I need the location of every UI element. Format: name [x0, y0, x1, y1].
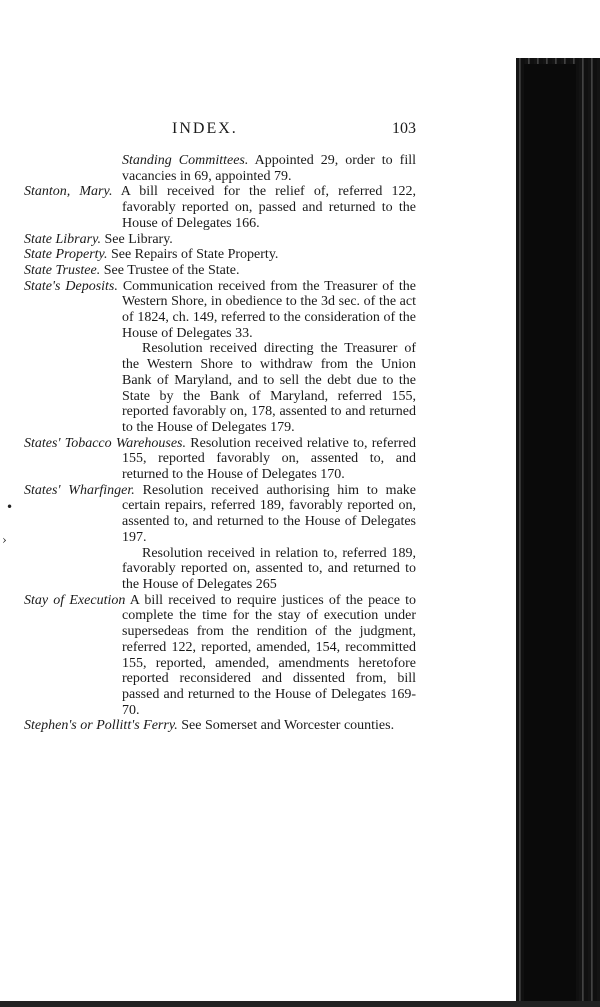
entry-text: Communication received from the Treasurer of the Western Shore, in obedience to the 3d sec. of the act of 1824, ch. 149, referred to the consideration of the House of Delegates 33.	[122, 278, 417, 341]
entry-term: Stanton, Mary.	[24, 184, 113, 200]
entry-text: Resolution received authorising him to make certain repairs, referred 189, favorably reported on, assented to, and returned to the House of Delegates 197.	[122, 482, 416, 545]
entry-subparagraph: Resolution received directing the Treasurer of the Western Shore to withdraw from the Union Bank of Maryland, and to sell the debt due to the State by the Bank of Maryland, referred 155, reported favorably on, 178, assented to and returned to the House of Delegates 179.	[122, 341, 416, 435]
entry-term: State Library.	[24, 231, 102, 247]
index-entry	[24, 247, 416, 263]
index-entry	[24, 483, 416, 593]
entry-text: Appointed 29, order to fill vacancies in 69, appointed 79.	[122, 153, 416, 184]
entry-term: Standing Committees.	[122, 153, 249, 168]
index-entry	[24, 153, 416, 184]
index-entry	[24, 263, 416, 279]
index-entries	[24, 153, 416, 734]
entry-text: A bill received for the relief of, referred 122, favorably reported on, passed and returned to the House of Delegates 166.	[120, 184, 416, 231]
margin-mark-icon: ›	[2, 533, 7, 547]
entry-term: State's Deposits.	[24, 278, 118, 294]
entry-term: Stephen's or Pollitt's Ferry.	[24, 718, 178, 734]
entry-term: State Trustee.	[24, 262, 101, 278]
index-entry	[24, 184, 416, 231]
book-binding-shadow	[524, 64, 576, 1007]
index-entry	[24, 279, 416, 436]
page-bottom-edge	[0, 1001, 600, 1007]
index-entry	[24, 232, 416, 248]
index-entry	[24, 593, 416, 719]
entry-term: Stay of Execution	[24, 592, 126, 608]
margin-mark-icon: •	[6, 500, 14, 514]
entry-subparagraph: Resolution received in relation to, referred 189, favorably reported on, assented to, and returned to the House of Delegates 265	[122, 545, 416, 592]
entry-text: See Library.	[104, 231, 173, 247]
entry-term: States' Tobacco Warehouses.	[24, 435, 186, 451]
index-title: INDEX.	[172, 120, 238, 137]
index-entry	[24, 436, 416, 483]
entry-term: State Property.	[24, 247, 108, 263]
page-number: 103	[392, 120, 416, 137]
entry-text: See Somerset and Worcester counties.	[181, 718, 395, 734]
index-entry	[24, 718, 416, 734]
entry-text: A bill received to require justices of the peace to complete the time for the stay of execution under supersedeas from the rendition of the judgment, referred 122, reported, amended, 154, recommitted 155, reported, amended, amendments heretofore reported reconsidered and dissented from, bill passed and returned to the House of Delegates 169-70.	[122, 592, 417, 718]
entry-term: States' Wharfinger.	[24, 482, 135, 498]
entry-text: See Trustee of the State.	[103, 262, 240, 278]
entry-text: Resolution received relative to, referred 155, reported favorably on, assented to, and returned to the House of Delegates 170.	[122, 435, 417, 483]
page-header	[24, 118, 416, 144]
entry-text: See Repairs of State Property.	[110, 247, 279, 263]
